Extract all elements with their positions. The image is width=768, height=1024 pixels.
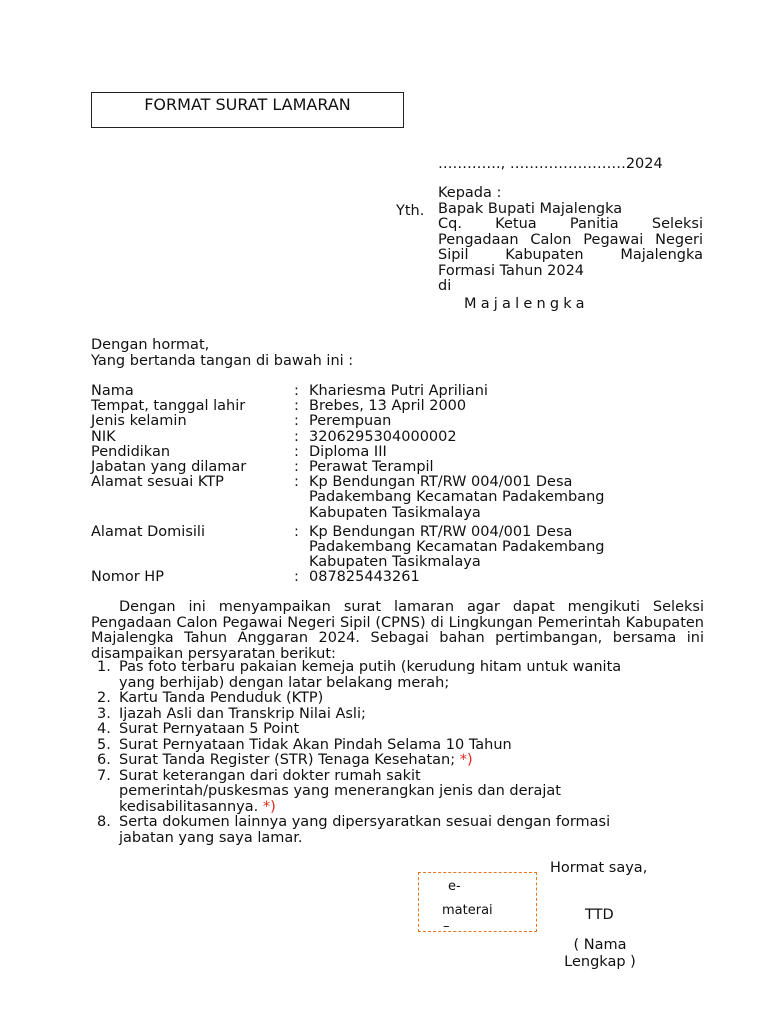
field-value [309, 475, 651, 521]
recipient-city: Majalengka [464, 295, 589, 312]
field-label: Jabatan yang dilamar [91, 459, 247, 476]
field-value: Khariesma Putri Apriliani [309, 383, 488, 399]
requirements-list [91, 660, 691, 846]
signature-ttd: TTD [585, 907, 614, 923]
field-colon: : [294, 428, 299, 445]
list-number: 2. [97, 690, 111, 706]
field-value: Perawat Terampil [309, 459, 434, 476]
field-label: Alamat Domisili [91, 523, 205, 540]
list-item [91, 722, 691, 738]
asterisk-note: *) [459, 752, 473, 768]
field-row-alamat-domisili [91, 525, 651, 571]
field-value: 087825443261 [309, 569, 420, 586]
signature-name [560, 937, 640, 971]
list-item-text: yang berhijab) dengan latar belakang merah; [119, 674, 450, 691]
list-item-text: Surat Pernyataan Tidak Akan Pindah Selama 10 Tahun [119, 736, 512, 753]
field-colon: : [294, 474, 299, 491]
field-colon: : [294, 398, 299, 415]
field-row-nomor-hp [91, 570, 651, 585]
recipient-kepada: Kepada : [438, 185, 502, 201]
recipient-line: Bapak Bupati Majalengka [438, 200, 623, 217]
greeting-line: Dengan hormat, [91, 337, 210, 353]
list-item [91, 815, 691, 846]
recipient-line: di [438, 278, 452, 294]
address-line: Kabupaten Tasikmalaya [309, 504, 481, 521]
address-line: Padakembang Kecamatan Padakembang [309, 539, 605, 556]
field-row-pendidikan [91, 445, 651, 460]
list-item-text: Serta dokumen lainnya yang dipersyaratkan sesuai dengan formasi [119, 814, 611, 830]
field-colon: : [294, 443, 299, 460]
field-value [309, 525, 651, 571]
field-value: Perempuan [309, 413, 392, 430]
list-item [91, 753, 691, 769]
list-number: 8. [97, 814, 111, 830]
field-label: Pendidikan [91, 443, 171, 460]
list-item-text: Surat Tanda Register (STR) Tenaga Kesehatan; [119, 752, 456, 768]
applicant-fields [91, 384, 651, 586]
list-item [91, 660, 691, 691]
page-title: FORMAT SURAT LAMARAN [91, 92, 404, 128]
field-label: Tempat, tanggal lahir [91, 398, 246, 415]
list-item-text: Surat keterangan dari dokter rumah sakit [119, 767, 421, 784]
field-label: Jenis kelamin [91, 413, 187, 430]
stamp-text: e- [448, 879, 461, 894]
field-label: Alamat sesuai KTP [91, 474, 224, 491]
field-row-nama [91, 384, 651, 399]
list-item [91, 738, 691, 754]
date-line: …………., ……………………2024 [438, 156, 663, 172]
signature-name-line: ( Nama [573, 937, 627, 953]
list-item-text: Ijazah Asli dan Transkrip Nilai Asli; [119, 705, 366, 722]
list-item-text: Kartu Tanda Penduduk (KTP) [119, 690, 324, 706]
field-colon: : [294, 569, 299, 586]
signature-name-line: Lengkap ) [564, 954, 636, 970]
recipient-line: Pengadaan Calon Pegawai Negeri [438, 231, 703, 248]
field-label: NIK [91, 428, 116, 445]
address-line: Padakembang Kecamatan Padakembang [309, 489, 605, 506]
list-number: 3. [97, 705, 111, 722]
body-paragraph-text: Dengan ini menyampaikan surat lamaran agar dapat mengikuti Seleksi Pengadaan Calon Pegawai Negeri Sipil (CPNS) di Lingkungan Pemerintah Kabupaten Majalengka Tahun Anggaran 2024. Sebagai bahan pertimbangan, bersama ini disampaikan persyaratan berikut: [91, 599, 704, 662]
field-row-jabatan [91, 460, 651, 475]
field-colon: : [294, 523, 299, 540]
field-row-alamat-ktp [91, 475, 651, 521]
field-row-jenis-kelamin [91, 414, 651, 429]
field-row-ttl [91, 399, 651, 414]
field-label: Nomor HP [91, 569, 164, 586]
address-line: Kp Bendungan RT/RW 004/001 Desa [309, 523, 573, 540]
field-row-nik [91, 430, 651, 445]
list-item-text: Surat Pernyataan 5 Point [119, 721, 300, 737]
list-number: 1. [97, 659, 111, 675]
list-item-text: pemerintah/puskesmas yang menerangkan jenis dan derajat [119, 783, 561, 799]
field-label: Nama [91, 383, 134, 399]
stamp-text: materai [442, 903, 493, 918]
list-number: 4. [97, 721, 111, 737]
closing-text: Hormat saya, [550, 860, 648, 876]
field-colon: : [294, 459, 299, 476]
greeting [91, 338, 353, 369]
list-number: 5. [97, 736, 111, 753]
list-item-text: kedisabilitasannya. [119, 798, 259, 815]
recipient-address [438, 186, 703, 312]
recipient-salutation: Yth. [396, 203, 425, 219]
list-item [91, 769, 691, 816]
list-number: 7. [97, 767, 111, 784]
address-line: Kp Bendungan RT/RW 004/001 Desa [309, 474, 573, 491]
list-number: 6. [97, 752, 111, 768]
asterisk-note: *) [262, 798, 276, 815]
e-materai-placeholder [418, 872, 537, 932]
recipient-line: Cq. Ketua Panitia Seleksi [438, 216, 703, 232]
stamp-text: – [443, 919, 450, 932]
list-item [91, 707, 691, 723]
list-item-text: jabatan yang saya lamar. [119, 829, 303, 846]
field-value: Brebes, 13 April 2000 [309, 398, 467, 415]
greeting-line: Yang bertanda tangan di bawah ini : [91, 352, 354, 369]
field-colon: : [294, 383, 299, 399]
field-colon: : [294, 413, 299, 430]
recipient-line: Sipil Kabupaten Majalengka [438, 247, 703, 263]
list-item [91, 691, 691, 707]
list-item-text: Pas foto terbaru pakaian kemeja putih (kerudung hitam untuk wanita [119, 659, 622, 675]
recipient-line: Formasi Tahun 2024 [438, 262, 585, 279]
field-value: 3206295304000002 [309, 428, 457, 445]
body-paragraph [91, 600, 704, 662]
field-value: Diploma III [309, 443, 387, 460]
address-line: Kabupaten Tasikmalaya [309, 554, 481, 571]
